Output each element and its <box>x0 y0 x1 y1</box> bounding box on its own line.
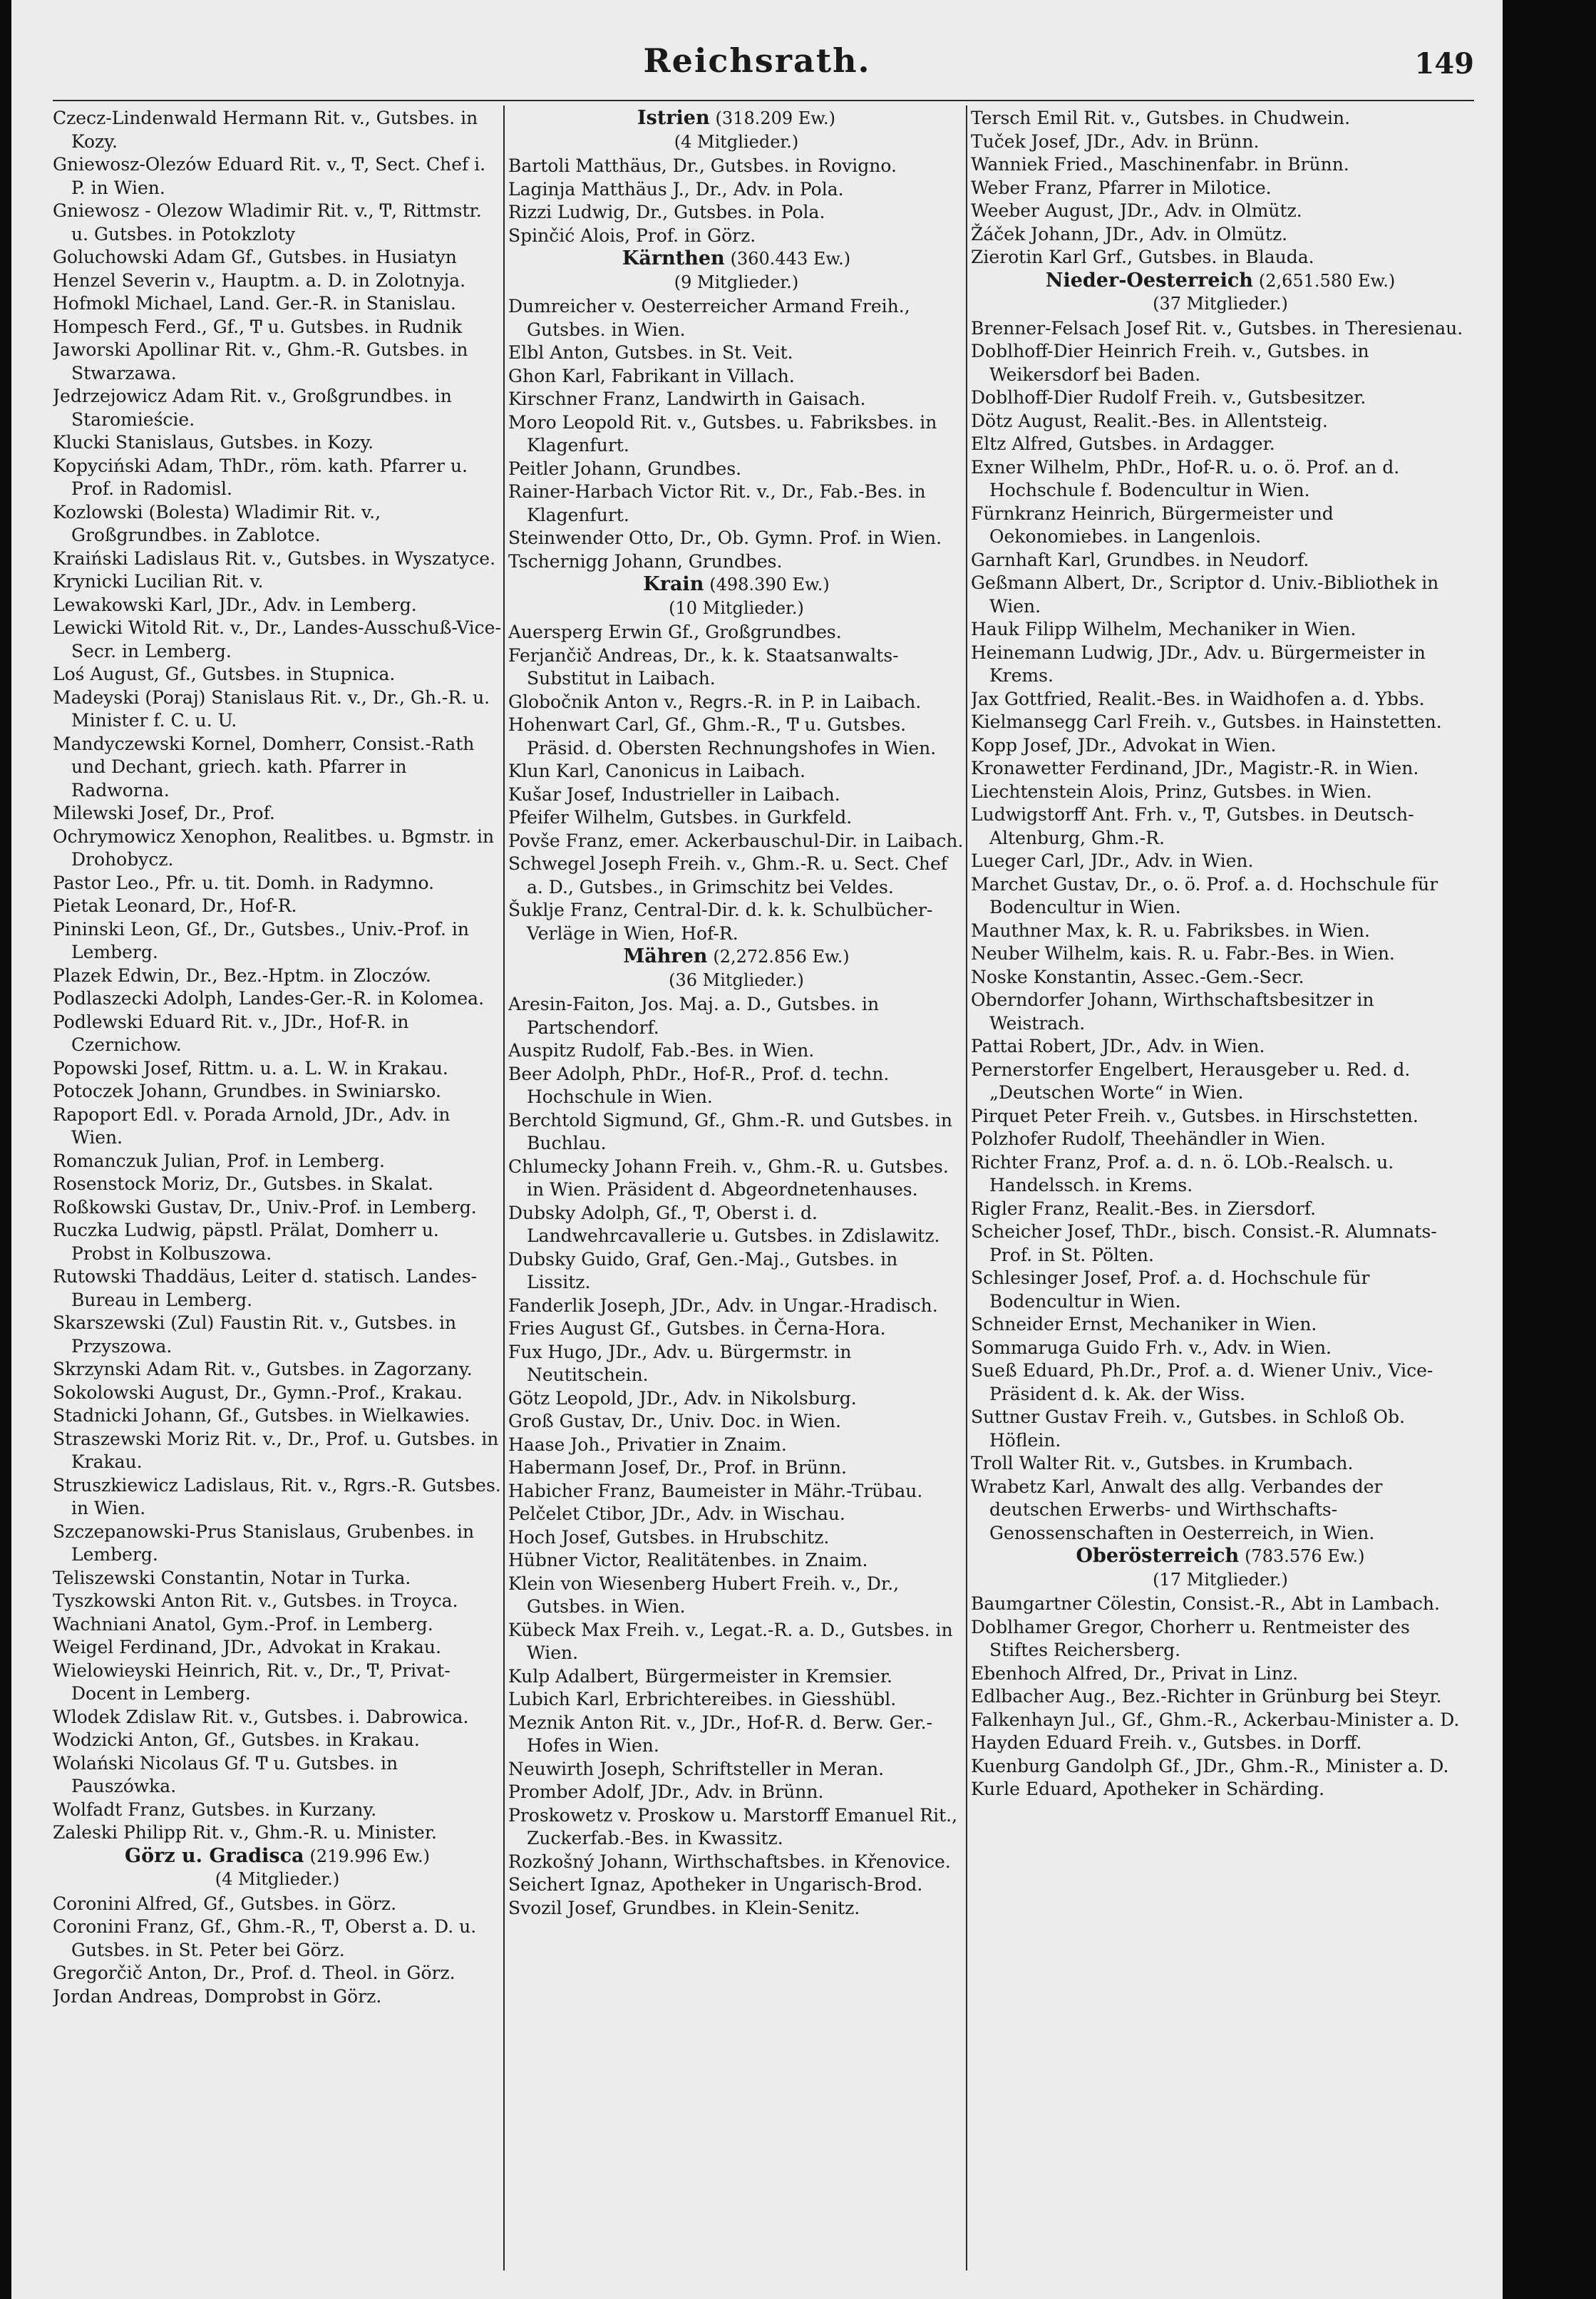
member-entry: Schlesinger Josef, Prof. a. d. Hochschule für Bodencultur in Wien. <box>971 1267 1370 1312</box>
member-entry: Klucki Stanislaus, Gutsbes. in Kozy. <box>53 432 374 453</box>
member-entry: Groß Gustav, Dr., Univ. Doc. in Wien. <box>508 1411 841 1431</box>
member-entry: Berchtold Sigmund, Gf., Ghm.-R. und Gutsbes. in Buchlau. <box>508 1109 952 1153</box>
member-entry: Lueger Carl, JDr., Adv. in Wien. <box>971 850 1254 871</box>
column-middle <box>508 107 964 2285</box>
member-entry: Rosenstock Moriz, Dr., Gutsbes. in Skalat. <box>53 1173 433 1194</box>
member-entry: Povše Franz, emer. Ackerbauschul-Dir. in Laibach. <box>508 830 964 851</box>
member-entry: Oberndorfer Johann, Wirthschaftsbesitzer in Weistrach. <box>971 989 1374 1034</box>
member-entry: Potoczek Johann, Grundbes. in Swiniarsko. <box>53 1081 441 1101</box>
member-entry: Kulp Adalbert, Bürgermeister in Kremsier. <box>508 1665 893 1687</box>
region-population: (360.443 Ew.) <box>730 249 851 269</box>
region-population: (2,272.856 Ew.) <box>713 947 850 967</box>
member-entry: Stadnicki Johann, Gf., Gutsbes. in Wielkawies. <box>53 1405 470 1426</box>
member-entry: Coronini Franz, Gf., Ghm.-R., Ͳ, Oberst a. D. u. Gutsbes. in St. Peter bei Görz. <box>53 1916 477 1960</box>
member-entry: Exner Wilhelm, PhDr., Hof-R. u. o. ö. Prof. an d. Hochschule f. Bodencultur in Wien. <box>971 456 1400 500</box>
document-page <box>11 0 1503 2299</box>
member-entry: Wielowieyski Heinrich, Rit. v., Dr., Ͳ, Privat-Docent in Lemberg. <box>53 1660 451 1704</box>
member-entry: Kopp Josef, JDr., Advokat in Wien. <box>971 734 1277 756</box>
member-entry: Straszewski Moriz Rit. v., Dr., Prof. u. Gutsbes. in Krakau. <box>53 1428 499 1472</box>
member-entry: Troll Walter Rit. v., Gutsbes. in Krumbach. <box>971 1453 1354 1473</box>
member-count: (17 Mitglieder.) <box>1153 1569 1288 1590</box>
member-entry: Jaworski Apollinar Rit. v., Ghm.-R. Gutsbes. in Stwarzawa. <box>53 339 468 384</box>
member-entry: Richter Franz, Prof. a. d. n. ö. LOb.-Realsch. u. Handelssch. in Krems. <box>971 1151 1394 1195</box>
member-entry: Seichert Ignaz, Apotheker in Ungarisch-Brod. <box>508 1874 923 1895</box>
member-entry: Skarszewski (Zul) Faustin Rit. v., Gutsbes. in Przyszowa. <box>53 1312 457 1357</box>
member-entry: Skrzynski Adam Rit. v., Gutsbes. in Zagorzany. <box>53 1359 473 1379</box>
member-entry: Madeyski (Poraj) Stanislaus Rit. v., Dr., Gh.-R. u. Minister f. C. u. U. <box>53 686 490 731</box>
member-entry: Auersperg Erwin Gf., Großgrundbes. <box>508 622 842 642</box>
member-entry: Garnhaft Karl, Grundbes. in Neudorf. <box>971 549 1309 570</box>
region-name: Oberösterreich <box>1076 1545 1240 1567</box>
member-entry: Habicher Franz, Baumeister in Mähr.-Trübau. <box>508 1480 923 1501</box>
member-entry: Chlumecky Johann Freih. v., Ghm.-R. u. Gutsbes. in Wien. Präsident d. Abgeordnetenhauses. <box>508 1156 949 1200</box>
member-entry: Lewakowski Karl, JDr., Adv. in Lemberg. <box>53 594 417 615</box>
member-entry: Loś August, Gf., Gutsbes. in Stupnica. <box>53 664 396 684</box>
member-entry: Neuber Wilhelm, kais. R. u. Fabr.-Bes. in Wien. <box>971 943 1395 964</box>
region-population: (783.576 Ew.) <box>1245 1546 1365 1566</box>
member-entry: Fürnkranz Heinrich, Bürgermeister und Oekonomiebes. in Langenlois. <box>971 503 1334 547</box>
member-entry: Klein von Wiesenberg Hubert Freih. v., Dr., Gutsbes. in Wien. <box>508 1573 900 1617</box>
page-number: 149 <box>1414 47 1474 81</box>
member-entry: Popowski Josef, Rittm. u. a. L. W. in Krakau. <box>53 1057 448 1079</box>
member-entry: Rigler Franz, Realit.-Bes. in Ziersdorf. <box>971 1198 1317 1219</box>
member-entry: Mandyczewski Kornel, Domherr, Consist.-Rath und Dechant, griech. kath. Pfarrer in Radworna. <box>53 733 475 801</box>
member-entry: Aresin-Faiton, Jos. Maj. a. D., Gutsbes. in Partschendorf. <box>508 994 880 1038</box>
member-entry: Kronawetter Ferdinand, JDr., Magistr.-R. in Wien. <box>971 758 1419 778</box>
member-entry: Pelčelet Ctibor, JDr., Adv. in Wischau. <box>508 1503 845 1524</box>
member-entry: Moro Leopold Rit. v., Gutsbes. u. Fabriksbes. in Klagenfurt. <box>508 411 937 456</box>
member-entry: Gregorčič Anton, Dr., Prof. d. Theol. in Görz. <box>53 1963 455 1983</box>
member-count: (4 Mitglieder.) <box>215 1869 340 1889</box>
region-population: (219.996 Ew.) <box>309 1846 430 1866</box>
member-entry: Kozlowski (Bolesta) Wladimir Rit. v., Großgrundbes. in Zablotce. <box>53 501 381 545</box>
member-entry: Kuenburg Gandolph Gf., JDr., Ghm.-R., Minister a. D. <box>971 1755 1449 1776</box>
region-heading <box>508 247 964 271</box>
member-entry: Kurle Eduard, Apotheker in Schärding. <box>971 1779 1325 1799</box>
member-entry: Tuček Josef, JDr., Adv. in Brünn. <box>971 130 1260 152</box>
member-entry: Ludwigstorff Ant. Frh. v., Ͳ, Gutsbes. in Deutsch-Altenburg, Ghm.-R. <box>971 804 1414 848</box>
column-right <box>971 107 1470 2285</box>
member-entry: Rutowski Thaddäus, Leiter d. statisch. Landes-Bureau in Lemberg. <box>53 1266 478 1310</box>
member-entry: Žáček Johann, JDr., Adv. in Olmütz. <box>971 223 1288 245</box>
header-rule <box>53 100 1474 101</box>
member-entry: Brenner-Felsach Josef Rit. v., Gutsbes. in Theresienau. <box>971 317 1463 339</box>
member-entry: Eltz Alfred, Gutsbes. in Ardagger. <box>971 433 1275 454</box>
member-entry: Rapoport Edl. v. Porada Arnold, JDr., Adv. in Wien. <box>53 1104 451 1148</box>
region-name: Krain <box>643 573 704 595</box>
member-entry: Zierotin Karl Grf., Gutsbes. in Blauda. <box>971 247 1314 267</box>
member-entry: Ghon Karl, Fabrikant in Villach. <box>508 365 795 386</box>
member-entry: Götz Leopold, JDr., Adv. in Nikolsburg. <box>508 1387 857 1409</box>
member-entry: Auspitz Rudolf, Fab.-Bes. in Wien. <box>508 1040 815 1061</box>
member-entry: Geßmann Albert, Dr., Scriptor d. Univ.-Bibliothek in Wien. <box>971 572 1439 617</box>
member-entry: Podlaszecki Adolph, Landes-Ger.-R. in Kolomea. <box>53 988 485 1009</box>
member-entry: Elbl Anton, Gutsbes. in St. Veit. <box>508 342 793 363</box>
member-entry: Struszkiewicz Ladislaus, Rit. v., Rgrs.-R. Gutsbes. in Wien. <box>53 1474 501 1518</box>
member-entry: Krynicki Lucilian Rit. v. <box>53 571 264 592</box>
member-entry: Tschernigg Johann, Grundbes. <box>508 550 783 572</box>
member-entry: Pernerstorfer Engelbert, Herausgeber u. Red. d. „Deutschen Worte“ in Wien. <box>971 1059 1411 1103</box>
member-entry: Doblhamer Gregor, Chorherr u. Rentmeister des Stiftes Reichersberg. <box>971 1616 1410 1660</box>
member-entry: Dumreicher v. Oesterreicher Armand Freih., Gutsbes. in Wien. <box>508 296 910 340</box>
member-entry: Coronini Alfred, Gf., Gutsbes. in Görz. <box>53 1893 397 1914</box>
member-entry: Rozkošný Johann, Wirthschaftsbes. in Křenovice. <box>508 1851 951 1872</box>
member-entry: Weigel Ferdinand, JDr., Advokat in Krakau. <box>53 1637 441 1657</box>
column-left <box>53 107 502 2285</box>
member-entry: Spinčić Alois, Prof. in Görz. <box>508 225 756 246</box>
member-entry: Pattai Robert, JDr., Adv. in Wien. <box>971 1036 1265 1056</box>
region-name: Kärnthen <box>622 247 725 269</box>
member-entry: Heinemann Ludwig, JDr., Adv. u. Bürgermeister in Krems. <box>971 642 1426 686</box>
member-entry: Teliszewski Constantin, Notar in Turka. <box>53 1567 411 1588</box>
region-name: Nieder-Oesterreich <box>1045 269 1253 292</box>
member-entry: Edlbacher Aug., Bez.-Richter in Grünburg bei Steyr. <box>971 1686 1442 1707</box>
member-entry: Kušar Josef, Industrieller in Laibach. <box>508 783 840 805</box>
member-entry: Gniewosz - Olezow Wladimir Rit. v., Ͳ, Rittmstr. u. Gutsbes. in Potokzloty <box>53 200 482 245</box>
member-count: (4 Mitglieder.) <box>674 131 799 152</box>
member-entry: Wodzicki Anton, Gf., Gutsbes. in Krakau. <box>53 1729 420 1750</box>
member-entry: Beer Adolph, PhDr., Hof-R., Prof. d. techn. Hochschule in Wien. <box>508 1063 890 1107</box>
region-heading <box>508 107 964 130</box>
member-entry: Kraiński Ladislaus Rit. v., Gutsbes. in Wyszatyce. <box>53 547 496 569</box>
member-entry: Suttner Gustav Freih. v., Gutsbes. in Schloß Ob. Höflein. <box>971 1406 1405 1451</box>
region-name: Mähren <box>623 945 708 967</box>
member-entry: Neuwirth Joseph, Schriftsteller in Meran. <box>508 1758 885 1779</box>
member-entry: Lubich Karl, Erbrichtereibes. in Giesshübl. <box>508 1689 897 1709</box>
member-entry: Hayden Eduard Freih. v., Gutsbes. in Dorff. <box>971 1732 1362 1753</box>
member-entry: Svozil Josef, Grundbes. in Klein-Senitz. <box>508 1897 860 1918</box>
region-heading <box>971 1545 1470 1568</box>
member-entry: Pastor Leo., Pfr. u. tit. Domh. in Radymno. <box>53 872 435 893</box>
member-entry: Hauk Filipp Wilhelm, Mechaniker in Wien. <box>971 619 1356 639</box>
member-entry: Schwegel Joseph Freih. v., Ghm.-R. u. Sect. Chef a. D., Gutsbes., in Grimschitz bei Veldes. <box>508 853 948 898</box>
member-entry: Tyszkowski Anton Rit. v., Gutsbes. in Troyca. <box>53 1590 458 1611</box>
member-entry: Rainer-Harbach Victor Rit. v., Dr., Fab.-Bes. in Klagenfurt. <box>508 481 926 525</box>
member-entry: Globočnik Anton v., Regrs.-R. in P. in Laibach. <box>508 691 922 712</box>
region-name: Istrien <box>637 107 710 129</box>
member-entry: Ochrymowicz Xenophon, Realitbes. u. Bgmstr. in Drohobycz. <box>53 826 495 870</box>
member-entry: Weeber August, JDr., Adv. in Olmütz. <box>971 200 1302 221</box>
member-entry: Kielmansegg Carl Freih. v., Gutsbes. in Hainstetten. <box>971 711 1442 732</box>
member-entry: Ferjančič Andreas, Dr., k. k. Staatsanwalts-Substitut in Laibach. <box>508 644 899 689</box>
member-entry: Kopyciński Adam, ThDr., röm. kath. Pfarrer u. Prof. in Radomisl. <box>53 455 468 499</box>
running-header-title: Reichsrath. <box>643 41 871 80</box>
member-entry: Wrabetz Karl, Anwalt des allg. Verbandes der deutschen Erwerbs- und Wirthschafts-Genossenschaften in Oesterreich, in Wien. <box>971 1476 1383 1543</box>
member-entry: Wachniani Anatol, Gym.-Prof. in Lemberg. <box>53 1613 433 1635</box>
member-entry: Proskowetz v. Proskow u. Marstorff Emanuel Rit., Zuckerfab.-Bes. in Kwassitz. <box>508 1804 958 1848</box>
member-entry: Plazek Edwin, Dr., Bez.-Hptm. in Zloczów. <box>53 965 431 986</box>
region-heading <box>971 269 1470 293</box>
member-entry: Henzel Severin v., Hauptm. a. D. in Zolotnyja. <box>53 269 466 291</box>
member-entry: Kirschner Franz, Landwirth in Gaisach. <box>508 389 866 409</box>
member-entry: Ebenhoch Alfred, Dr., Privat in Linz. <box>971 1662 1299 1684</box>
member-entry: Sommaruga Guido Frh. v., Adv. in Wien. <box>971 1337 1332 1358</box>
member-entry: Hompesch Ferd., Gf., Ͳ u. Gutsbes. in Rudnik <box>53 316 463 337</box>
member-entry: Pininski Leon, Gf., Dr., Gutsbes., Univ.-Prof. in Lemberg. <box>53 918 469 962</box>
member-entry: Fanderlik Joseph, JDr., Adv. in Ungar.-Hradisch. <box>508 1295 938 1316</box>
member-entry: Bartoli Matthäus, Dr., Gutsbes. in Rovigno. <box>508 155 897 176</box>
member-entry: Doblhoff-Dier Rudolf Freih. v., Gutsbesitzer. <box>971 387 1366 408</box>
region-heading <box>508 945 964 969</box>
member-count: (9 Mitglieder.) <box>674 272 799 292</box>
member-entry: Wanniek Fried., Maschinenfabr. in Brünn. <box>971 154 1349 175</box>
member-entry: Sokolowski August, Dr., Gymn.-Prof., Krakau. <box>53 1382 463 1403</box>
member-count: (36 Mitglieder.) <box>669 970 804 990</box>
column-divider <box>503 106 505 2270</box>
member-entry: Czecz-Lindenwald Hermann Rit. v., Gutsbes. in Kozy. <box>53 108 478 152</box>
region-heading <box>53 1845 502 1868</box>
member-entry: Jax Gottfried, Realit.-Bes. in Waidhofen a. d. Ybbs. <box>971 688 1425 709</box>
member-entry: Kübeck Max Freih. v., Legat.-R. a. D., Gutsbes. in Wien. <box>508 1619 953 1663</box>
member-entry: Sueß Eduard, Ph.Dr., Prof. a. d. Wiener Univ., Vice-Präsident d. k. Ak. der Wiss. <box>971 1360 1433 1404</box>
member-entry: Dubsky Guido, Graf, Gen.-Maj., Gutsbes. in Lissitz. <box>508 1248 898 1292</box>
member-entry: Wolański Nicolaus Gf. Ͳ u. Gutsbes. in Pauszówka. <box>53 1752 398 1796</box>
member-entry: Meznik Anton Rit. v., JDr., Hof-R. d. Berw. Ger.-Hofes in Wien. <box>508 1712 933 1756</box>
member-entry: Hofmokl Michael, Land. Ger.-R. in Stanislau. <box>53 293 456 314</box>
member-entry: Jedrzejowicz Adam Rit. v., Großgrundbes. in Staromieście. <box>53 386 452 430</box>
member-entry: Podlewski Eduard Rit. v., JDr., Hof-R. in Czernichow. <box>53 1011 409 1055</box>
member-entry: Steinwender Otto, Dr., Ob. Gymn. Prof. in Wien. <box>508 528 942 548</box>
region-population: (318.209 Ew.) <box>715 108 835 128</box>
member-entry: Schneider Ernst, Mechaniker in Wien. <box>971 1314 1317 1334</box>
region-heading <box>508 573 964 597</box>
member-entry: Roßkowski Gustav, Dr., Univ.-Prof. in Lemberg. <box>53 1196 477 1218</box>
member-entry: Goluchowski Adam Gf., Gutsbes. in Husiatyn <box>53 247 457 267</box>
member-entry: Fries August Gf., Gutsbes. in Černa-Hora. <box>508 1318 886 1339</box>
member-entry: Liechtenstein Alois, Prinz, Gutsbes. in Wien. <box>971 781 1372 802</box>
member-entry: Habermann Josef, Dr., Prof. in Brünn. <box>508 1457 847 1478</box>
member-entry: Lewicki Witold Rit. v., Dr., Landes-Ausschuß-Vice-Secr. in Lemberg. <box>53 617 501 662</box>
member-entry: Pirquet Peter Freih. v., Gutsbes. in Hirschstetten. <box>971 1105 1419 1126</box>
member-entry: Polzhofer Rudolf, Theehändler in Wien. <box>971 1128 1326 1149</box>
member-entry: Mauthner Max, k. R. u. Fabriksbes. in Wien. <box>971 920 1370 941</box>
member-entry: Šuklje Franz, Central-Dir. d. k. k. Schulbücher-Verläge in Wien, Hof-R. <box>508 900 933 944</box>
member-entry: Haase Joh., Privatier in Znaim. <box>508 1434 787 1455</box>
member-entry: Ruczka Ludwig, päpstl. Prälat, Domherr u. Probst in Kolbuszowa. <box>53 1220 439 1264</box>
member-entry: Fux Hugo, JDr., Adv. u. Bürgermstr. in Neutitschein. <box>508 1341 852 1385</box>
region-name: Görz u. Gradisca <box>125 1844 304 1867</box>
column-divider <box>966 106 967 2270</box>
member-entry: Jordan Andreas, Domprobst in Görz. <box>53 1985 382 2007</box>
member-entry: Gniewosz-Olezów Eduard Rit. v., Ͳ, Sect. Chef i. P. in Wien. <box>53 154 486 198</box>
member-entry: Dubsky Adolph, Gf., Ͳ, Oberst i. d. Landwehrcavallerie u. Gutsbes. in Zdislawitz. <box>508 1202 940 1246</box>
member-entry: Wolfadt Franz, Gutsbes. in Kurzany. <box>53 1799 377 1820</box>
member-count: (10 Mitglieder.) <box>669 597 804 618</box>
member-entry: Dötz August, Realit.-Bes. in Allentsteig. <box>971 410 1328 431</box>
member-entry: Wlodek Zdislaw Rit. v., Gutsbes. i. Dabrowica. <box>53 1706 469 1727</box>
member-entry: Peitler Johann, Grundbes. <box>508 458 742 479</box>
member-entry: Hoch Josef, Gutsbes. in Hrubschitz. <box>508 1526 830 1548</box>
member-entry: Pietak Leonard, Dr., Hof-R. <box>53 895 297 916</box>
member-entry: Weber Franz, Pfarrer in Milotice. <box>971 177 1272 198</box>
region-population: (498.390 Ew.) <box>709 575 830 595</box>
member-count: (37 Mitglieder.) <box>1153 294 1288 314</box>
member-entry: Noske Konstantin, Assec.-Gem.-Secr. <box>971 966 1304 987</box>
member-entry: Zaleski Philipp Rit. v., Ghm.-R. u. Minister. <box>53 1822 438 1843</box>
member-entry: Falkenhayn Jul., Gf., Ghm.-R., Ackerbau-Minister a. D. <box>971 1709 1460 1730</box>
member-entry: Baumgartner Cölestin, Consist.-R., Abt in Lambach. <box>971 1593 1440 1614</box>
region-population: (2,651.580 Ew.) <box>1258 270 1396 291</box>
member-entry: Rizzi Ludwig, Dr., Gutsbes. in Pola. <box>508 202 825 222</box>
member-entry: Romanczuk Julian, Prof. in Lemberg. <box>53 1150 385 1171</box>
member-entry: Pfeifer Wilhelm, Gutsbes. in Gurkfeld. <box>508 807 853 828</box>
member-entry: Promber Adolf, JDr., Adv. in Brünn. <box>508 1781 824 1802</box>
member-entry: Scheicher Josef, ThDr., bisch. Consist.-R. Alumnats-Prof. in St. Pölten. <box>971 1221 1437 1265</box>
member-entry: Milewski Josef, Dr., Prof. <box>53 803 275 823</box>
member-entry: Szczepanowski-Prus Stanislaus, Grubenbes. in Lemberg. <box>53 1521 475 1565</box>
member-entry: Tersch Emil Rit. v., Gutsbes. in Chudwein. <box>971 108 1351 128</box>
member-entry: Hohenwart Carl, Gf., Ghm.-R., Ͳ u. Gutsbes. Präsid. d. Obersten Rechnungshofes in Wien. <box>508 714 937 758</box>
member-entry: Laginja Matthäus J., Dr., Adv. in Pola. <box>508 178 844 200</box>
member-entry: Hübner Victor, Realitätenbes. in Znaim. <box>508 1550 868 1570</box>
member-entry: Doblhoff-Dier Heinrich Freih. v., Gutsbes. in Weikersdorf bei Baden. <box>971 341 1369 385</box>
member-entry: Marchet Gustav, Dr., o. ö. Prof. a. d. Hochschule für Bodencultur in Wien. <box>971 873 1438 917</box>
member-entry: Klun Karl, Canonicus in Laibach. <box>508 761 805 781</box>
